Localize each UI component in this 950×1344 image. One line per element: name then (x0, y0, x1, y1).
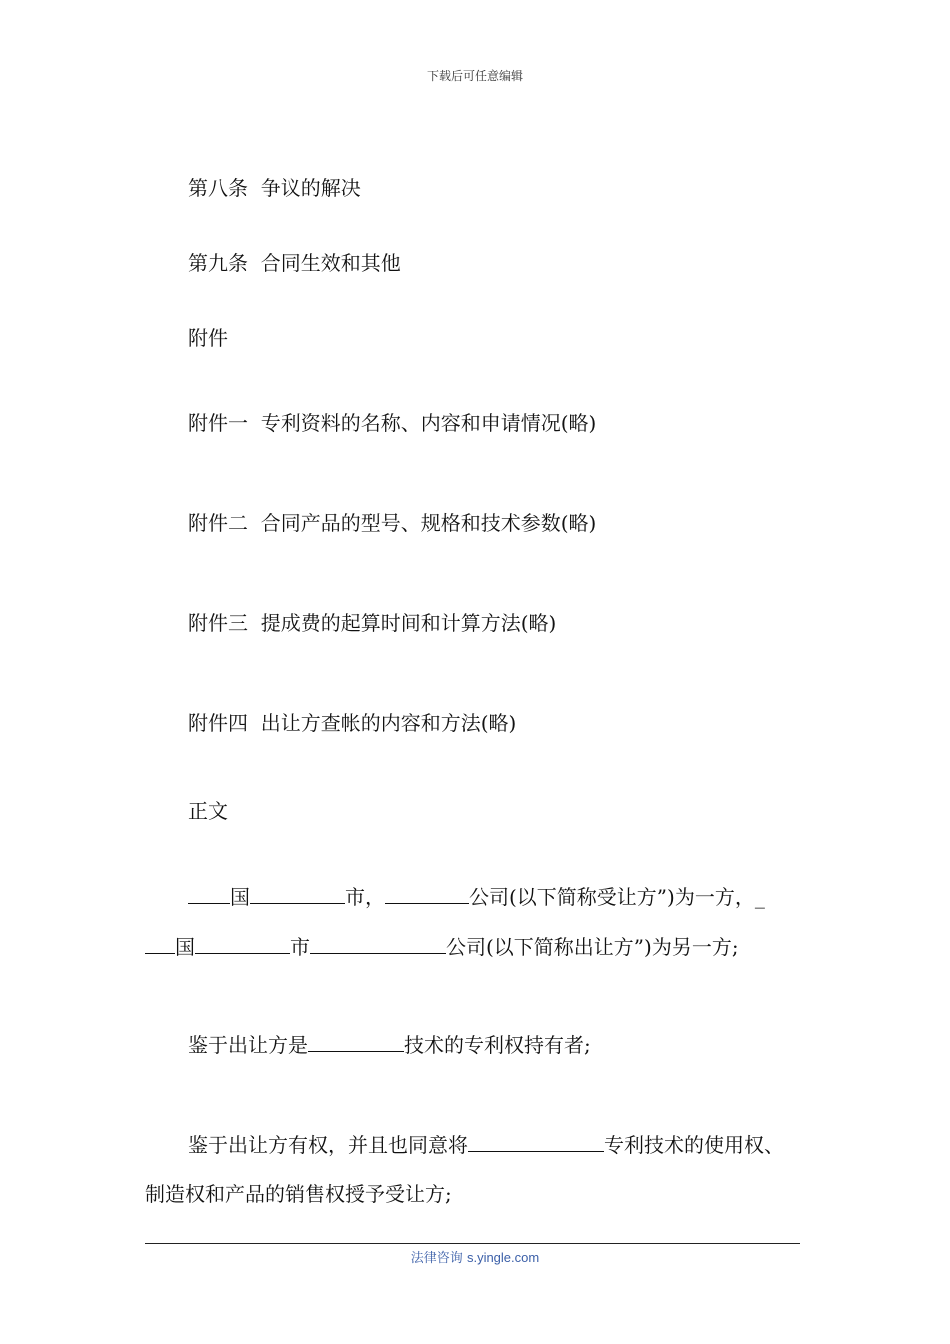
attachments-heading: 附件 (188, 326, 228, 350)
article-9-heading: 第九条 合同生效和其他 (188, 251, 401, 275)
article-8-heading: 第八条 争议的解决 (188, 176, 361, 200)
party-a-city: 市， (345, 885, 385, 909)
attachment-2: 附件二 合同产品的型号、规格和技术参数(略) (188, 511, 597, 535)
page-header-note: 下载后可任意编辑 (426, 69, 523, 83)
party-a-country: 国 (230, 885, 250, 909)
whereas-2 (188, 1133, 784, 1157)
footer-link[interactable] (0, 1247, 950, 1266)
footer-divider (145, 1243, 800, 1244)
whereas-1-suffix: 技术的专利权持有者; (404, 1033, 591, 1057)
blank-field (308, 1033, 404, 1052)
blank-field (310, 935, 446, 954)
main-text-heading: 正文 (188, 799, 228, 823)
blank-field (195, 935, 290, 954)
whereas-1 (188, 1033, 591, 1057)
whereas-2-continuation: 制造权和产品的销售权授予受让方; (145, 1182, 452, 1206)
party-b-city: 市 (290, 935, 310, 959)
party-a-line (188, 885, 765, 909)
party-b-country: 国 (175, 935, 195, 959)
attachment-3: 附件三 提成费的起算时间和计算方法(略) (188, 611, 557, 635)
blank-field (385, 885, 469, 904)
party-b-company: 公司(以下简称出让方”)为另一方; (446, 935, 739, 959)
whereas-2-prefix: 鉴于出让方有权，并且也同意将 (188, 1133, 468, 1157)
blank-field (188, 885, 230, 904)
blank-field (468, 1133, 604, 1152)
party-b-line (145, 935, 739, 959)
footer-site: s.yingle.com (466, 1250, 540, 1265)
whereas-2-suffix: 专利技术的使用权、 (604, 1133, 784, 1157)
attachment-1: 附件一 专利资料的名称、内容和申请情况(略) (188, 411, 597, 435)
footer-label: 法律咨询 (410, 1251, 463, 1266)
blank-field (250, 885, 345, 904)
attachment-4: 附件四 出让方查帐的内容和方法(略) (188, 711, 517, 735)
blank-field (145, 935, 175, 954)
party-a-trailing-blank: _ (754, 885, 765, 909)
whereas-1-prefix: 鉴于出让方是 (188, 1033, 308, 1057)
party-a-company: 公司(以下简称受让方”)为一方， (469, 885, 755, 909)
